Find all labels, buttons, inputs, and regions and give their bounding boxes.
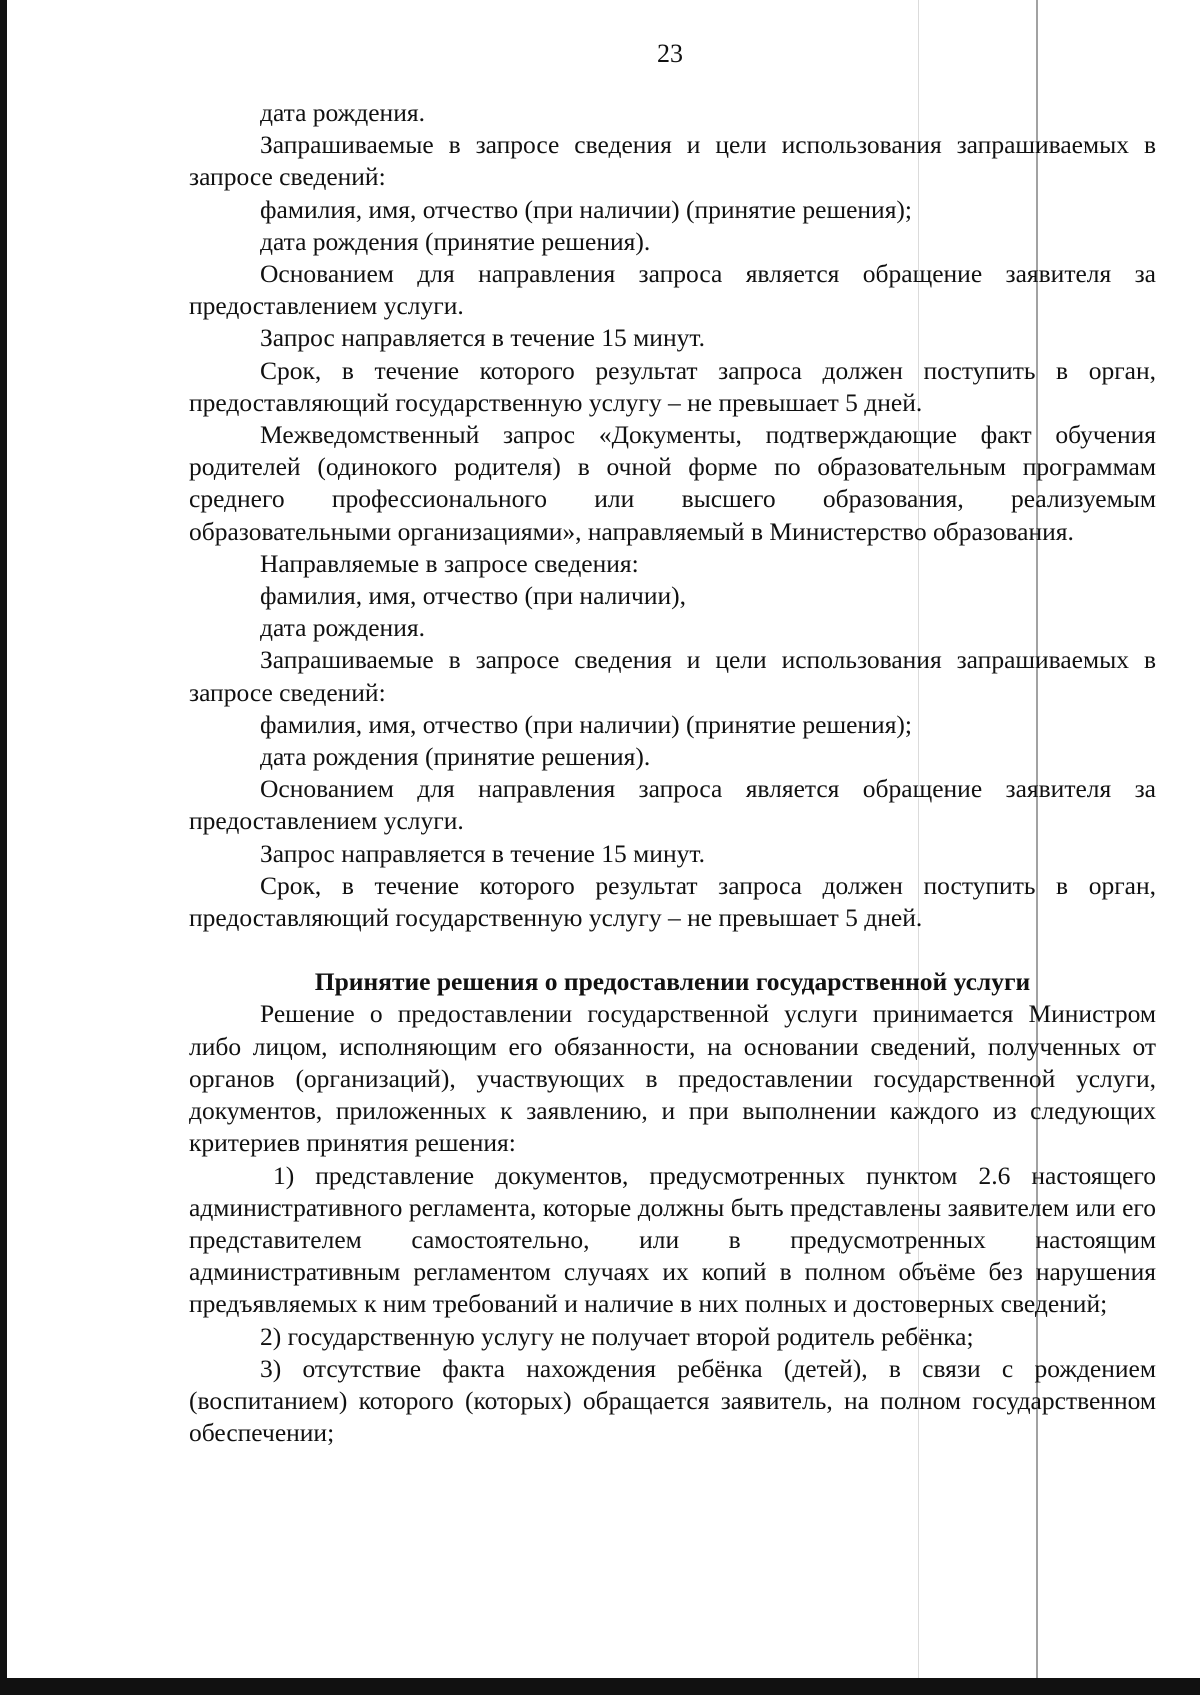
paragraph: Основанием для направления запроса является обращение заявителя за предоставлением услуги. (189, 774, 1156, 836)
criterion-item: 3) отсутствие факта нахождения ребёнка (детей), в связи с рождением (воспитанием) которого (которых) обращается заявитель, на полном государственном обеспечении; (189, 1353, 1156, 1448)
paragraph: Запрашиваемые в запросе сведения и цели использования запрашиваемых в запросе сведений: (189, 645, 1156, 707)
criterion-item: 1) представление документов, предусмотренных пунктом 2.6 настоящего административного регламента, которые должны быть представлены заявителем или его представителем самостоятельно, или в предусмотренных настоящим административным регламентом случаях их копий в полном объёме без нарушения предъявляемых к ним требований и наличие в них полных и достоверных сведений; (189, 1160, 1156, 1319)
paragraph: Запрашиваемые в запросе сведения и цели использования запрашиваемых в запросе сведений: (189, 130, 1156, 192)
paragraph: Запрос направляется в течение 15 минут. (260, 838, 705, 868)
paragraph: Межведомственный запрос «Документы, подтверждающие факт обучения родителей (одинокого родителя) в очной форме по образовательным программам среднего профессионального или высшего образования, реализуемым образовательными организациями», направляемый в Министерство образования. (189, 420, 1156, 546)
scan-border-bottom (0, 1678, 1200, 1695)
criterion-item: 2) государственную услугу не получает второй родитель ребёнка; (260, 1321, 974, 1351)
page-number: 23 (657, 39, 683, 68)
paragraph: Срок, в течение которого результат запроса должен поступить в орган, предоставляющий государственную услугу – не превышает 5 дней. (189, 870, 1156, 933)
paragraph: дата рождения. (260, 613, 425, 643)
paragraph: дата рождения (принятие решения). (260, 226, 651, 256)
paragraph: Срок, в течение которого результат запроса должен поступить в орган, предоставляющий государственную услугу – не превышает 5 дней. (189, 355, 1156, 417)
paragraph: фамилия, имя, отчество (при наличии), (260, 581, 686, 611)
document-body (189, 97, 1156, 1449)
paragraph: Направляемые в запросе сведения: (260, 548, 639, 578)
paragraph: Основанием для направления запроса является обращение заявителя за предоставлением услуги. (189, 259, 1156, 321)
section-title: Принятие решения о предоставлении государственной услуги (314, 967, 1031, 997)
paragraph: дата рождения. (260, 98, 425, 127)
paragraph: дата рождения (принятие решения). (260, 742, 651, 772)
paragraph: фамилия, имя, отчество (при наличии) (принятие решения); (260, 709, 912, 739)
paragraph: фамилия, имя, отчество (при наличии) (принятие решения); (260, 194, 912, 224)
paragraph: Запрос направляется в течение 15 минут. (260, 323, 705, 353)
scan-border-left (0, 0, 7, 1695)
section-intro: Решение о предоставлении государственной услуги принимается Министром либо лицом, исполняющим его обязанности, на основании сведений, полученных от органов (организаций), участвующих в предоставлении государственной услуги, документов, приложенных к заявлению, и при выполнении каждого из следующих критериев принятия решения: (189, 999, 1156, 1158)
